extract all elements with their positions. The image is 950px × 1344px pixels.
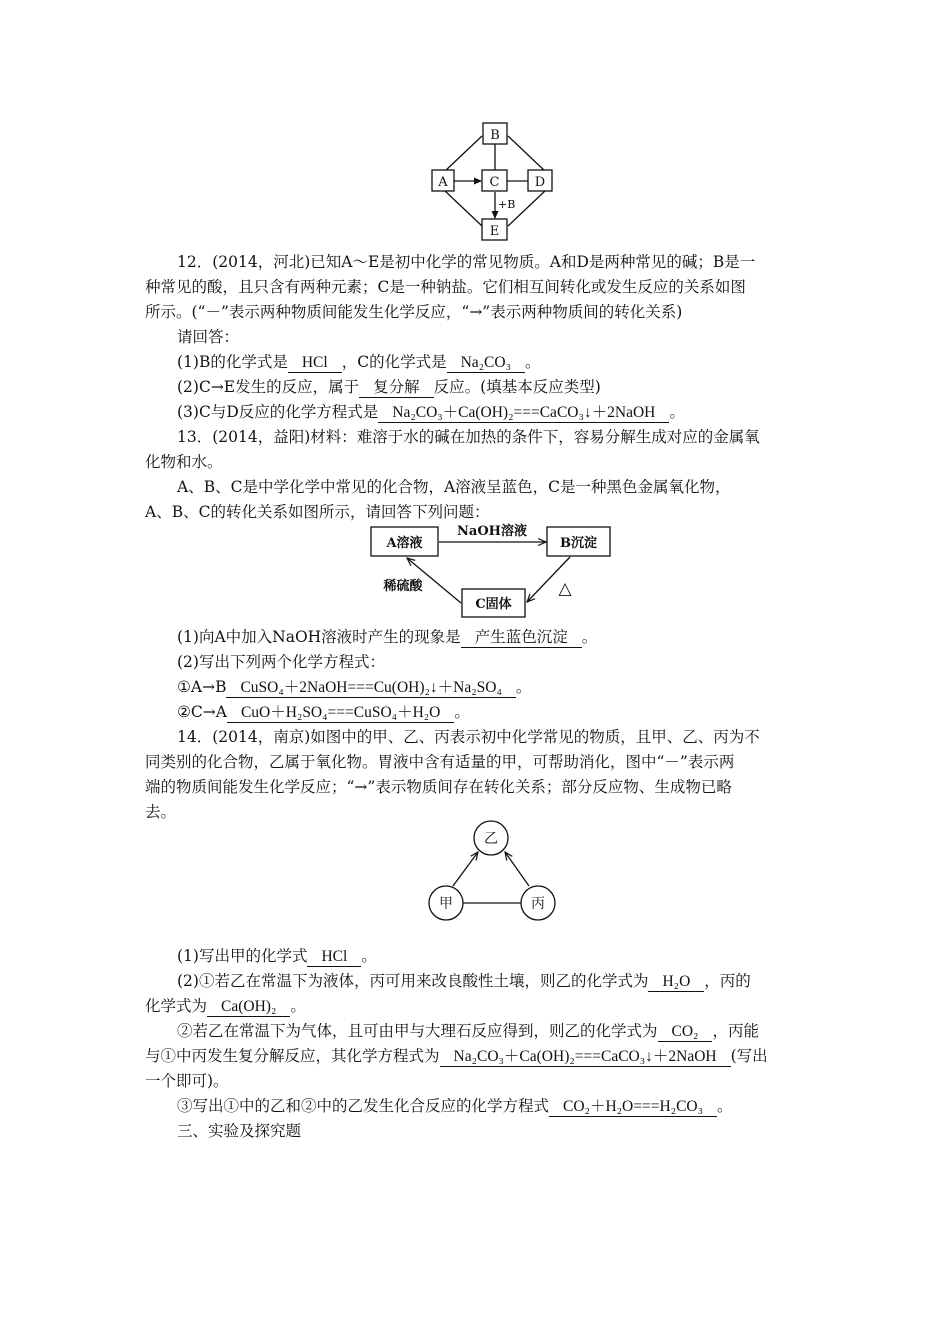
q13-eq2-label: ②C→A [177,703,227,721]
node-bing: 丙 [531,896,545,912]
q14-part2-l2-text: 化学式为 [145,997,208,1015]
edge-label-plus-b: +B [498,198,516,211]
q13-part1-end: 。 [581,628,598,646]
node-yi: 乙 [484,831,498,847]
answer-blank: Na₂CO₃＋Ca(OH)₂===CaCO₃↓＋2NaOH [440,1048,731,1067]
q14-part2-mid: ，丙的 [704,972,751,990]
q14-line1: 14．(2014，南京)如图中的甲、乙、丙表示初中化学常见的物质，且甲、乙、丙为不 [177,728,760,746]
node-a: A [438,175,448,190]
node-c: C [489,175,500,190]
label-naoh-solution: NaOH溶液 [457,524,527,539]
q12-line3: 所示。(“－”表示两种物质间能发生化学反应，“→”表示两种物质间的转化关系) [145,303,683,321]
node-b-precipitate: B沉淀 [560,536,597,551]
answer-blank: CO₂ [658,1023,713,1042]
q13-part1 [177,627,597,648]
q14-part4-text: ③写出①中的乙和②中的乙发生化合反应的化学方程式 [177,1097,550,1115]
answer-blank: CuO＋H₂SO₄===CuSO₄＋H₂O [227,704,454,723]
answer-blank: Na₂CO₃＋Ca(OH)₂===CaCO₃↓＋2NaOH [378,404,669,423]
node-d: D [534,175,546,190]
q13-part1-text: (1)向A中加入NaOH溶液时产生的现象是 [177,628,461,646]
q14-part4-end: 。 [717,1097,733,1115]
q13-eq2 [177,702,470,723]
answer-blank: H₂O [648,973,704,992]
q14-part2-end: 。 [290,997,306,1015]
answer-blank: HCl [307,948,361,967]
q14-part1-text: (1)写出甲的化学式 [177,947,308,965]
answer-blank: 复分解 [359,379,434,398]
q13-line4: A、B、C的转化关系如图所示，请回答下列问题： [145,503,490,521]
q14-part2-line1 [177,971,751,992]
q14-part2-text: (2)①若乙在常温下为液体，丙可用来改良酸性土壤，则乙的化学式为 [177,972,649,990]
q14-part3-mid: ，丙能 [712,1022,759,1040]
q13-eq1-label: ①A→B [177,678,227,696]
label-heat-symbol: △ [558,579,572,599]
diagram-q12 [420,120,570,245]
diagram-q14 [420,818,565,928]
q12-part3-text: (3)C与D反应的化学方程式是 [177,403,379,421]
q14-line2: 同类别的化合物，乙属于氧化物。胃液中含有适量的甲，可帮助消化，图中“－”表示两 [145,753,735,771]
q14-part1 [177,946,377,967]
q14-line3: 端的物质间能发生化学反应；“→”表示物质间存在转化关系；部分反应物、生成物已略 [145,778,732,796]
q12-part2 [177,377,601,398]
q13-eq1 [177,677,531,698]
q12-part1-mid: ，C的化学式是 [341,353,447,371]
q13-line2: 化物和水。 [145,453,223,471]
node-b: B [490,128,500,143]
q13-part2: (2)写出下列两个化学方程式： [177,653,385,671]
section-heading: 三、实验及探究题 [177,1122,302,1140]
label-dilute-sulfuric-acid: 稀硫酸 [383,579,423,594]
q14-part3-text: ②若乙在常温下为气体，且可由甲与大理石反应得到，则乙的化学式为 [177,1022,658,1040]
q13-line1: 13．(2014，益阳)材料：难溶于水的碱在加热的条件下，容易分解生成对应的金属氧 [177,428,760,446]
q14-part1-end: 。 [361,947,377,965]
q12-line4: 请回答： [177,328,240,346]
q13-line3: A、B、C是中学化学中常见的化合物，A溶液呈蓝色，C是一种黑色金属氧化物， [177,478,731,496]
q12-line2: 种常见的酸，且只含有两种元素；C是一种钠盐。它们相互间转化或发生反应的关系如图 [145,278,746,296]
q13-eq1-end: 。 [515,678,532,696]
q12-part2-text: (2)C→E发生的反应，属于 [177,378,360,396]
q12-part1-end: 。 [525,353,541,371]
answer-blank: CO₂＋H₂O===H₂CO₃ [549,1098,717,1117]
answer-blank: HCl [288,354,342,373]
answer-blank: CuSO₄＋2NaOH===Cu(OH)₂↓＋Na₂SO₄ [226,679,515,698]
q14-part3-line3: 一个即可)。 [145,1072,229,1090]
q14-line4: 去。 [145,803,177,821]
q14-part3-line1 [177,1021,759,1042]
node-a-solution: A溶液 [386,536,423,551]
q12-part3-end: 。 [669,403,685,421]
q12-part3 [177,402,685,423]
q12-line1: 12．(2014，河北)已知A～E是初中化学的常见物质。A和D是两种常见的碱；B是一 [177,253,756,271]
q12-part1-text: (1)B的化学式是 [177,353,288,371]
diagram-q13 [365,522,625,622]
q14-part4 [177,1096,733,1117]
q14-part3-l2-end: (写出 [730,1047,768,1065]
answer-blank: Ca(OH)₂ [207,998,290,1017]
node-jia: 甲 [439,896,453,912]
q13-eq2-end: 。 [454,703,470,721]
q14-part2-line2 [145,996,306,1017]
answer-blank: Na₂CO₃ [447,354,525,373]
answer-blank: 产生蓝色沉淀 [461,629,582,648]
q12-part2-end: 反应。(填基本反应类型) [433,378,601,396]
node-c-solid: C固体 [475,597,512,612]
q14-part3-l2-text: 与①中丙发生复分解反应，其化学方程式为 [145,1047,440,1065]
q12-part1 [177,352,541,373]
q14-part3-line2 [145,1046,768,1067]
node-e: E [489,224,500,239]
